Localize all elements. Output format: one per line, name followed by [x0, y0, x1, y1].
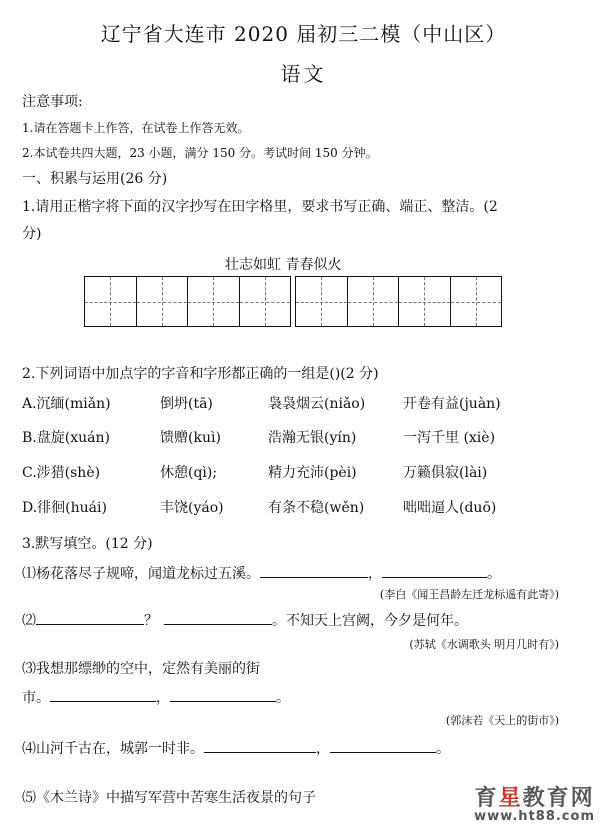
grid-cell[interactable]: [85, 277, 137, 326]
note-item: 1.请在答题卡上作答，在试卷上作答无效。: [22, 121, 250, 135]
question-2-text: 2.下列词语中加点字的字音和字形都正确的一组是()(2 分): [22, 366, 379, 382]
dictation-4: [22, 738, 450, 758]
option-b-label: B.盘旋(xuán): [22, 430, 110, 446]
option-a-word3: 袅袅烟云(niǎo): [268, 396, 366, 412]
dictation-3-prefix: 市。: [22, 690, 50, 706]
copy-phrase: 壮志如虹 青春似火: [225, 257, 342, 273]
blank-sep: ，: [316, 741, 330, 757]
option-d-word2: 丰饶(yáo): [160, 500, 224, 516]
option-b-word3: 浩瀚无银(yín): [268, 430, 357, 446]
option-c-label: C.涉猎(shè): [22, 465, 101, 481]
answer-blank[interactable]: [204, 738, 316, 753]
option-b-word4: 一泻千里 (xiè): [403, 430, 496, 446]
answer-blank[interactable]: [36, 610, 144, 625]
source-citation: (李白《闻王昌龄左迁龙标遥有此寄》): [379, 588, 559, 601]
dictation-4-text: ⑷山河千古在，城郭一时非。: [22, 741, 204, 757]
answer-blank[interactable]: [170, 687, 276, 702]
grid-cell[interactable]: [348, 277, 400, 326]
dictation-1-text: ⑴杨花落尽子规啼，闻道龙标过五溪。: [22, 566, 260, 582]
tianzige-grid-left[interactable]: [84, 276, 291, 327]
dictation-2-prefix: ⑵: [22, 613, 36, 629]
note-item: 2.本试卷共四大题，23 小题，满分 150 分。考试时间 150 分钟。: [22, 146, 378, 160]
grid-cell[interactable]: [451, 277, 502, 326]
option-c-word4: 万籁俱寂(lài): [403, 465, 488, 481]
blank-sep: ，: [368, 566, 382, 582]
watermark-url: www.ht88.com: [474, 809, 595, 824]
grid-cell[interactable]: [137, 277, 189, 326]
dictation-1: [22, 563, 501, 583]
blank-end: 。: [487, 566, 501, 582]
question-3-heading: 3.默写填空。(12 分): [22, 536, 153, 552]
option-a-word2: 倒坍(tā): [160, 396, 213, 412]
grid-cell[interactable]: [399, 277, 451, 326]
blank-end: 。: [436, 741, 450, 757]
grid-cell[interactable]: [240, 277, 291, 326]
option-a-label: A.沉缅(miǎn): [22, 396, 111, 412]
option-c-word3: 精力充沛(pèi): [268, 465, 357, 481]
option-b-word2: 馈赠(kuì): [160, 430, 221, 446]
dictation-2: [22, 610, 468, 630]
source-citation: (苏轼《水调歌头 明月几时有》): [409, 638, 559, 651]
dictation-5: ⑸《木兰诗》中描写军营中苦寒生活夜景的句子: [22, 790, 316, 806]
answer-blank[interactable]: [330, 738, 436, 753]
answer-blank[interactable]: [382, 563, 487, 578]
question-1-text: 1.请用正楷字将下面的汉字抄写在田字格里，要求书写正确、端正、整洁。(2: [22, 199, 498, 215]
option-d-word3: 有条不稳(wěn): [268, 500, 365, 516]
answer-blank[interactable]: [50, 687, 156, 702]
watermark-logo: [474, 787, 595, 824]
dictation-3-line1: ⑶我想那缥缈的空中，定然有美丽的街: [22, 661, 260, 677]
exam-title: 辽宁省大连市 2020 届初三二模（中山区）: [100, 22, 507, 46]
dictation-3-line2: [22, 687, 290, 707]
question-1-text-cont: 分): [22, 226, 42, 242]
section-heading: 一、积累与运用(26 分): [22, 171, 168, 187]
source-citation: (郭沫若《天上的街市》): [445, 714, 559, 727]
tianzige-grid-right[interactable]: [295, 276, 502, 327]
notes-heading: 注意事项:: [22, 94, 83, 110]
answer-blank[interactable]: [260, 563, 368, 578]
subject-title: 语文: [280, 62, 327, 86]
grid-cell[interactable]: [296, 277, 348, 326]
dictation-2-end: 。不知天上宫阙，今夕是何年。: [272, 613, 468, 629]
blank-end: 。: [276, 690, 290, 706]
blank-sep: ？: [144, 613, 158, 629]
option-c-word2: 休憩(qì);: [160, 465, 218, 481]
blank-sep: ，: [156, 690, 170, 706]
grid-cell[interactable]: [188, 277, 240, 326]
watermark-brand: 育星教育网: [474, 786, 595, 811]
option-a-word4: 开卷有益(juàn): [403, 396, 501, 412]
answer-blank[interactable]: [164, 610, 272, 625]
option-d-word4: 咄咄逼人(duō): [403, 500, 497, 516]
option-d-label: D.徘徊(huái): [22, 500, 107, 516]
